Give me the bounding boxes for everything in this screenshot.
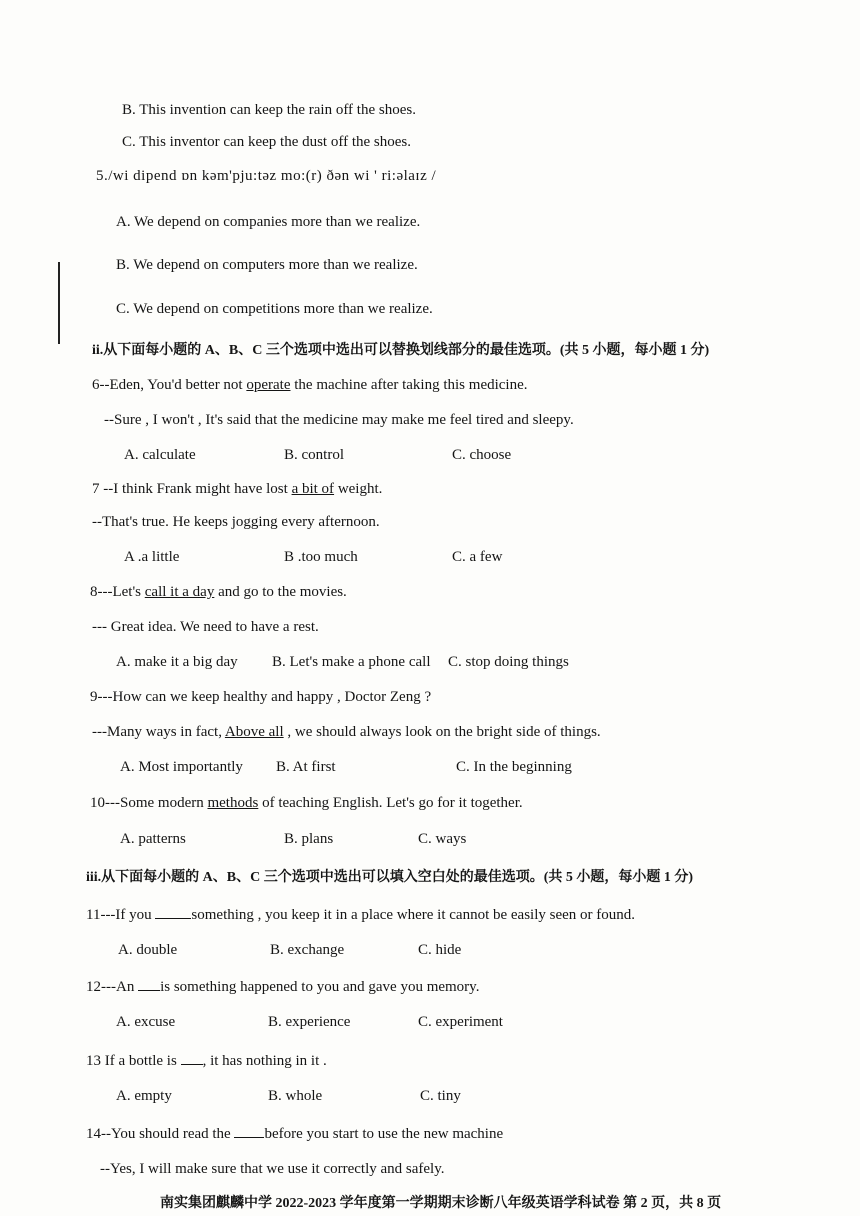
q9-question: 9---How can we keep healthy and happy , Doctor Zeng ? bbox=[90, 689, 432, 705]
q11-option-a: A. double bbox=[118, 942, 178, 958]
q13-question bbox=[86, 1050, 327, 1071]
q11-question bbox=[86, 904, 635, 925]
q12-blank bbox=[138, 976, 160, 991]
q12-post: is something happened to you and gave you memory. bbox=[160, 979, 480, 995]
q9-option-b: B. At first bbox=[276, 759, 336, 775]
q7-option-c: C. a few bbox=[452, 549, 503, 565]
q4-option-b: B. This invention can keep the rain off the shoes. bbox=[122, 102, 416, 118]
q7-reply: --That's true. He keeps jogging every afternoon. bbox=[92, 514, 380, 530]
q10-option-b: B. plans bbox=[284, 831, 334, 847]
q8-pre: 8---Let's bbox=[90, 584, 145, 600]
q8-post: and go to the movies. bbox=[214, 584, 347, 600]
q8-reply: --- Great idea. We need to have a rest. bbox=[92, 619, 319, 635]
q4-option-c: C. This inventor can keep the dust off the shoes. bbox=[122, 134, 411, 150]
q14-blank bbox=[234, 1123, 264, 1138]
q10-question bbox=[90, 793, 523, 813]
q5-option-b: B. We depend on computers more than we realize. bbox=[116, 257, 418, 273]
q6-option-a: A. calculate bbox=[124, 447, 196, 463]
q8-underline: call it a day bbox=[144, 584, 215, 600]
q10-underline: methods bbox=[207, 795, 259, 811]
q7-pre: 7 --I think Frank might have lost bbox=[92, 481, 292, 497]
q5-option-a: A. We depend on companies more than we realize. bbox=[116, 214, 421, 230]
q9-underline: Above all bbox=[224, 724, 284, 740]
q8-option-a: A. make it a big day bbox=[116, 654, 238, 670]
q6-question bbox=[92, 375, 528, 395]
q12-option-b: B. experience bbox=[268, 1014, 351, 1030]
q13-blank bbox=[181, 1050, 203, 1065]
q12-option-a: A. excuse bbox=[116, 1014, 176, 1030]
q6-post: the machine after taking this medicine. bbox=[290, 377, 528, 393]
q13-option-c: C. tiny bbox=[420, 1088, 461, 1104]
q9-pre: ---Many ways in fact, bbox=[92, 724, 225, 740]
q14-reply: --Yes, I will make sure that we use it correctly and safely. bbox=[100, 1161, 445, 1177]
q9-option-c: C. In the beginning bbox=[456, 759, 572, 775]
q11-option-b: B. exchange bbox=[270, 942, 345, 958]
q11-option-c: C. hide bbox=[418, 942, 462, 958]
q13-pre: 13 If a bottle is bbox=[86, 1053, 181, 1069]
q10-option-c: C. ways bbox=[418, 831, 467, 847]
q6-option-b: B. control bbox=[284, 447, 344, 463]
q6-pre: 6--Eden, You'd better not bbox=[92, 377, 247, 393]
q9-option-a: A. Most importantly bbox=[120, 759, 243, 775]
q5-option-c: C. We depend on competitions more than we realize. bbox=[116, 301, 433, 317]
q6-option-c: C. choose bbox=[452, 447, 512, 463]
section-iii-title: iii.从下面每小题的 A、B、C 三个选项中选出可以填入空白处的最佳选项。(共 5 小题，每小题 1 分) bbox=[86, 870, 694, 885]
q8-option-c: C. stop doing things bbox=[448, 654, 569, 670]
q6-underline: operate bbox=[246, 377, 291, 393]
q7-question bbox=[92, 479, 382, 499]
q5-phonetic: 5./wi dipend ɒn kəm'pju:təz mo:(r) ðən wi ' ri:əlaɪz / bbox=[96, 168, 437, 184]
q12-question bbox=[86, 976, 479, 997]
q13-post: , it has nothing in it . bbox=[202, 1053, 327, 1069]
section-ii-title: ii.从下面每小题的 A、B、C 三个选项中选出可以替换划线部分的最佳选项。(共 5 小题，每小题 1 分) bbox=[92, 343, 710, 358]
q14-post: before you start to use the new machine bbox=[264, 1126, 504, 1142]
q7-post: weight. bbox=[334, 481, 383, 497]
q14-pre: 14--You should read the bbox=[86, 1126, 235, 1142]
q13-option-b: B. whole bbox=[268, 1088, 323, 1104]
q8-option-b: B. Let's make a phone call bbox=[272, 654, 431, 670]
q13-option-a: A. empty bbox=[116, 1088, 172, 1104]
q9-post: , we should always look on the bright side of things. bbox=[283, 724, 601, 740]
q10-post: of teaching English. Let's go for it together. bbox=[258, 795, 523, 811]
q7-option-b: B .too much bbox=[284, 549, 358, 565]
q7-option-a: A .a little bbox=[124, 549, 180, 565]
q8-question bbox=[90, 582, 347, 602]
q14-question bbox=[86, 1123, 503, 1144]
q12-option-c: C. experiment bbox=[418, 1014, 503, 1030]
q10-option-a: A. patterns bbox=[120, 831, 186, 847]
q11-pre: 11---If you bbox=[86, 907, 156, 923]
page-footer: 南实集团麒麟中学 2022-2023 学年度第一学期期末诊断八年级英语学科试卷 第 2 页，共 8 页 bbox=[160, 1196, 722, 1211]
q12-pre: 12---An bbox=[86, 979, 139, 995]
q6-reply: --Sure , I won't , It's said that the medicine may make me feel tired and sleepy. bbox=[104, 412, 574, 428]
q11-blank bbox=[155, 904, 191, 919]
q7-underline: a bit of bbox=[291, 481, 335, 497]
q10-pre: 10---Some modern bbox=[90, 795, 208, 811]
margin-mark bbox=[58, 262, 60, 344]
q9-reply bbox=[92, 722, 601, 742]
q11-post: something , you keep it in a place where it cannot be easily seen or found. bbox=[191, 907, 636, 923]
